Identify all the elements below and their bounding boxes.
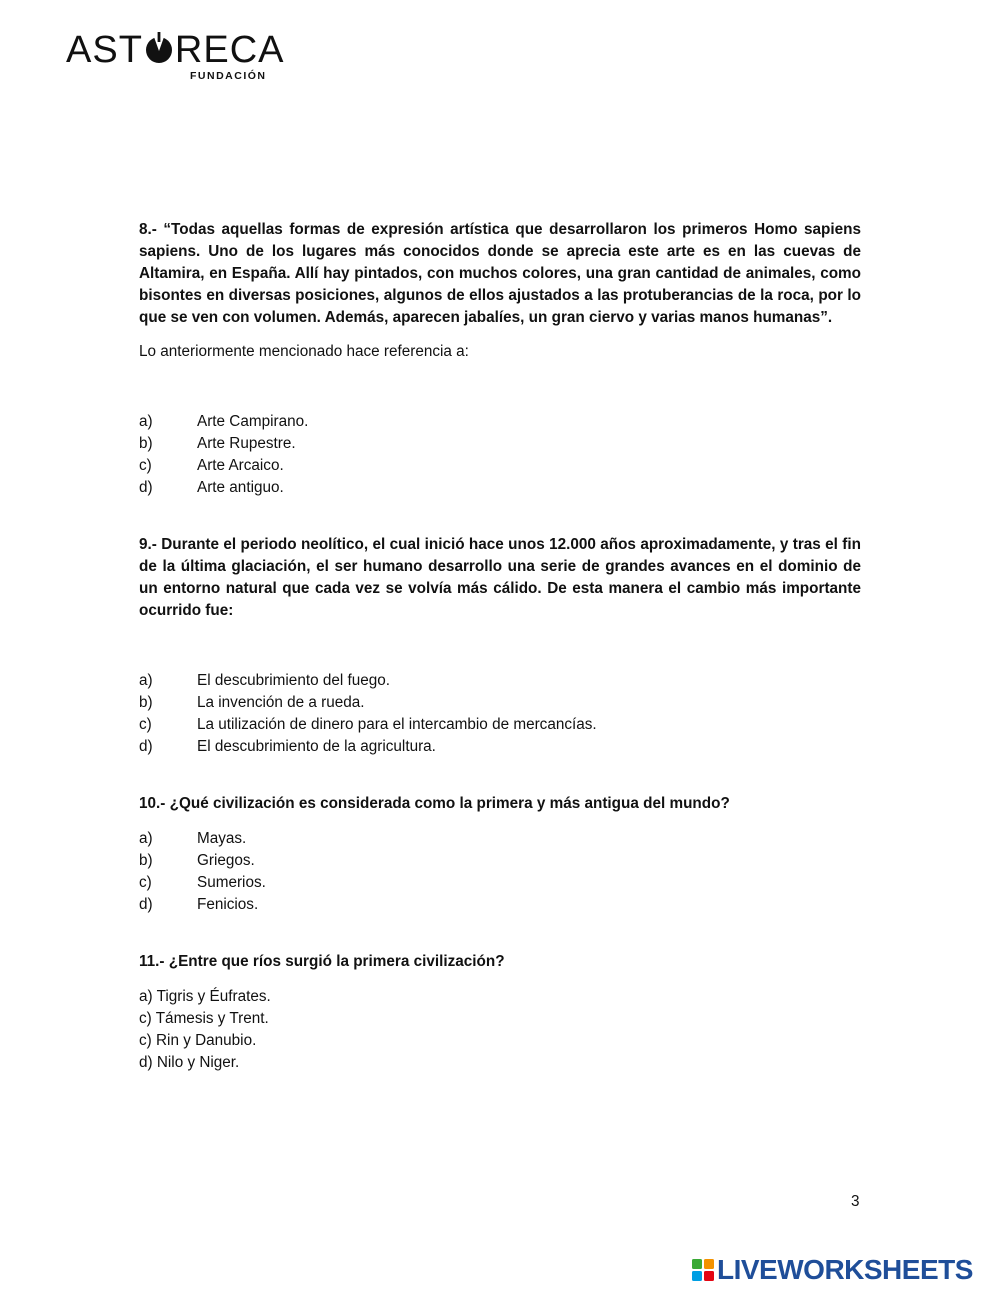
question-10-prompt: 10.- ¿Qué civilización es considerada como la primera y más antigua del mundo?	[139, 795, 730, 812]
question-9-options	[139, 670, 861, 758]
option-item[interactable]: a) Arte Campirano.	[139, 413, 309, 430]
question-8	[139, 219, 861, 499]
question-9	[139, 534, 861, 758]
worksheet-content	[139, 219, 861, 1074]
option-item[interactable]: b) Griegos.	[139, 852, 255, 869]
option-item[interactable]: a) Mayas.	[139, 830, 247, 847]
option-item[interactable]: c) Támesis y Trent.	[139, 1010, 269, 1027]
logo-o-mark-icon	[144, 30, 174, 70]
astoreca-logo	[66, 29, 285, 82]
question-10-options	[139, 828, 861, 916]
option-item[interactable]: d) El descubrimiento de la agricultura.	[139, 738, 436, 755]
logo-wordmark-left: AST	[66, 29, 143, 71]
question-8-options	[139, 411, 861, 499]
question-11-options	[139, 986, 861, 1074]
logo-wordmark-right: RECA	[174, 29, 285, 71]
option-item[interactable]: b) Arte Rupestre.	[139, 435, 296, 452]
question-11-prompt: 11.- ¿Entre que ríos surgió la primera civilización?	[139, 953, 505, 970]
option-item[interactable]: c) Arte Arcaico.	[139, 457, 284, 474]
option-item[interactable]: d) Arte antiguo.	[139, 479, 284, 496]
logo-subtitle: FUNDACIÓN	[190, 70, 267, 82]
option-item[interactable]: c) Rin y Danubio.	[139, 1032, 257, 1049]
option-item[interactable]: c) Sumerios.	[139, 874, 266, 891]
liveworksheets-watermark	[692, 1255, 973, 1285]
page-number: 3	[851, 1193, 860, 1210]
option-item[interactable]: d) Nilo y Niger.	[139, 1054, 240, 1071]
question-9-prompt: 9.- Durante el periodo neolítico, el cual inició hace unos 12.000 años aproximadamente, y tras el fin de la última glaciación, el ser humano desarrollo una serie de grandes avances en el dominio de un entorno natural que cada vez se volvía más cálido. De esta manera el cambio más importante ocurrido fue:	[139, 536, 861, 619]
question-8-followup: Lo anteriormente mencionado hace referencia a:	[139, 343, 469, 360]
option-item[interactable]: a) Tigris y Éufrates.	[139, 988, 271, 1005]
liveworksheets-text: LIVEWORKSHEETS	[717, 1254, 973, 1285]
option-item[interactable]: d) Fenicios.	[139, 896, 259, 913]
option-item[interactable]: b) La invención de a rueda.	[139, 694, 365, 711]
liveworksheets-blocks-icon	[692, 1259, 714, 1281]
question-8-prompt: 8.- “Todas aquellas formas de expresión artística que desarrollaron los primeros Homo sapiens sapiens. Uno de los lugares más conocidos donde se aprecia este arte es en las cuevas de Altamira, en España. Allí hay pintados, con muchos colores, una gran cantidad de animales, como bisontes en diversas posiciones, algunos de ellos ajustados a las protuberancias de la roca, por lo que se ven con volumen. Además, aparecen jabalíes, un gran ciervo y varias manos humanas”.	[139, 221, 861, 326]
question-11	[139, 951, 861, 1074]
option-item[interactable]: c) La utilización de dinero para el intercambio de mercancías.	[139, 716, 597, 733]
logo-wordmark	[66, 30, 284, 70]
option-item[interactable]: a) El descubrimiento del fuego.	[139, 672, 391, 689]
question-10	[139, 793, 861, 916]
